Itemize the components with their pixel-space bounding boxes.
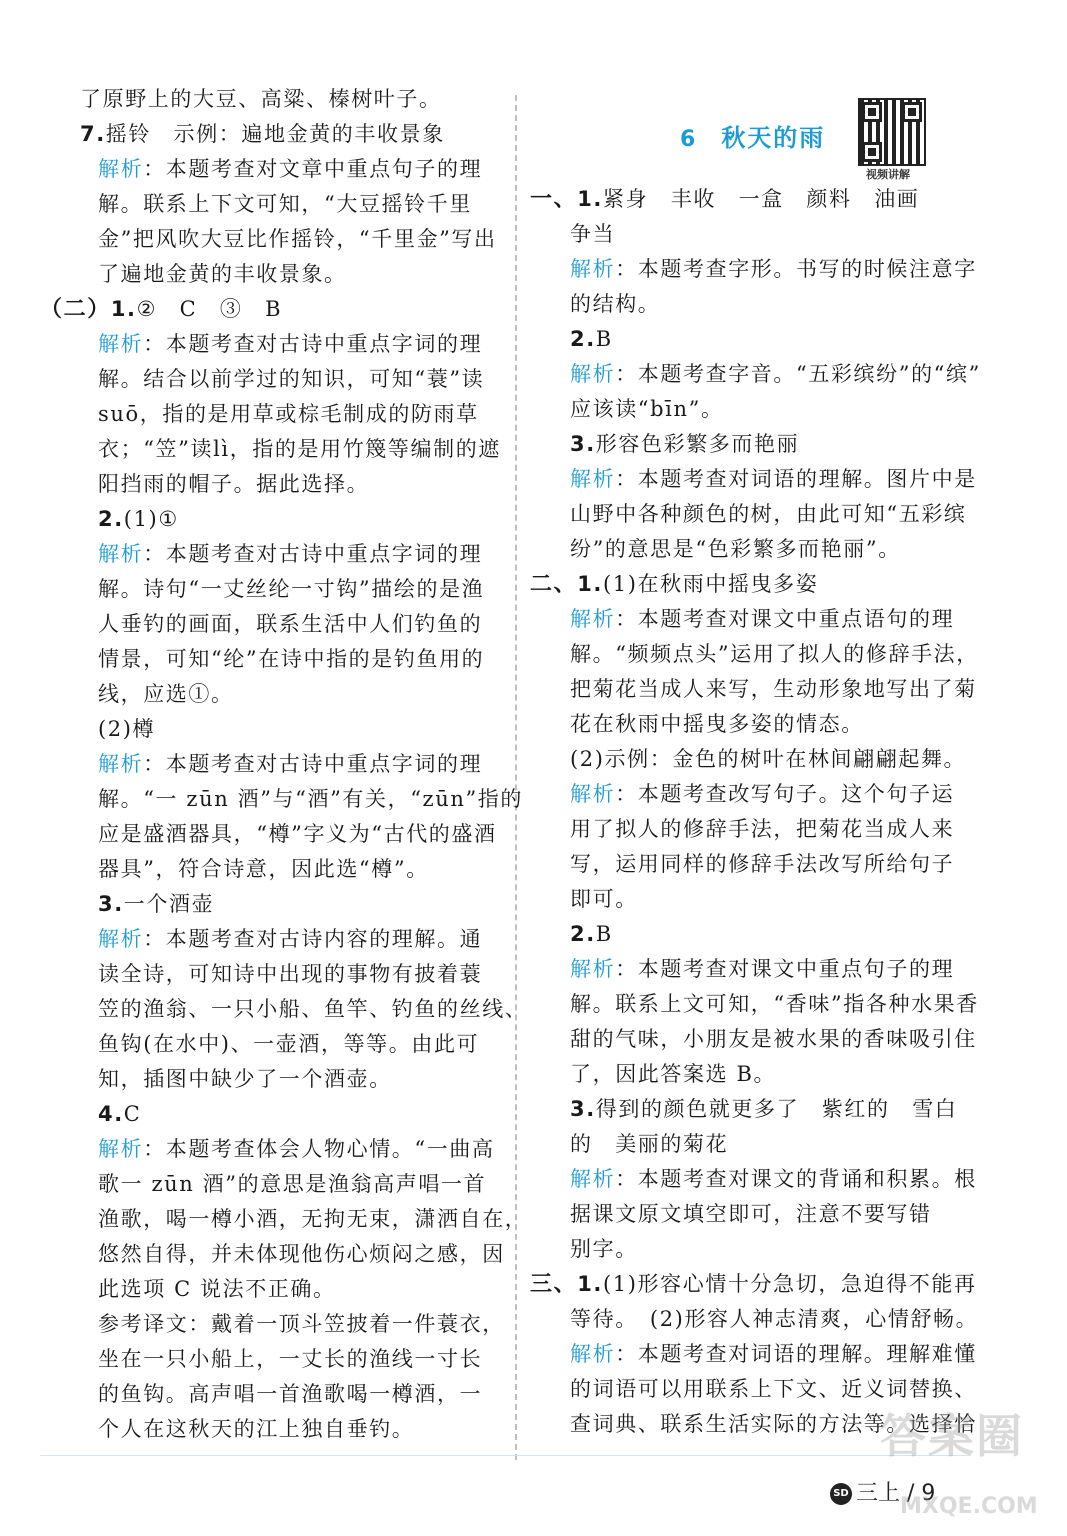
line-text: (1)在秋雨中摇曳多姿 (603, 572, 819, 596)
analysis-label: 解析 (570, 257, 616, 281)
text-line (530, 462, 980, 497)
line-text: ：本题考查对古诗中重点字词的理 (143, 332, 483, 356)
question-number: 1. (577, 187, 603, 211)
text-line (530, 847, 980, 882)
line-text: B (595, 327, 613, 351)
text-line (40, 747, 495, 782)
line-text: B (595, 922, 613, 946)
page-number: 三上 / 9 (856, 1481, 936, 1506)
text-line (40, 222, 495, 257)
line-text: 甜的气味，小朋友是被水果的香味吸引住 (570, 1027, 977, 1051)
text-line (40, 257, 495, 292)
analysis-label: 解析 (570, 362, 616, 386)
section-marker: 三、 (530, 1272, 578, 1297)
text-line (530, 217, 980, 252)
question-number: 2. (570, 922, 596, 946)
line-text: 摇铃 示例：遍地金黄的丰收景象 (105, 122, 445, 146)
text-line (40, 1237, 505, 1272)
line-text: 形容色彩繁多而艳丽 (595, 432, 800, 456)
line-text: ：本题考查体会人物心情。“一曲高 (143, 1137, 495, 1161)
text-line (530, 812, 980, 847)
lesson-title: 秋天的雨 (721, 124, 826, 152)
line-text: ：本题考查对古诗中重点字词的理 (143, 542, 483, 566)
text-line (530, 392, 980, 427)
section-marker: 一、 (530, 187, 578, 212)
text-line (40, 187, 495, 222)
text-line (530, 532, 980, 567)
watermark-url: MXQE.COM (900, 1494, 1038, 1519)
text-line (530, 1022, 980, 1057)
question-number: 7. (80, 122, 106, 146)
text-line (40, 117, 495, 152)
analysis-label: 解析 (98, 752, 144, 776)
text-line (40, 712, 495, 747)
text-line (40, 502, 495, 537)
line-text: 读全诗，可知诗中出现的事物有披着蓑 (98, 962, 483, 986)
watermark-logo (880, 1400, 1050, 1530)
line-text: 鱼钩(在水中)、一壶酒，等等。由此可 (98, 1032, 480, 1056)
line-text: 阳挡雨的帽子。据此选择。 (98, 472, 370, 496)
question-number: 1. (577, 1272, 603, 1296)
line-text: 用了拟人的修辞手法，把菊花当成人来 (570, 817, 955, 841)
line-text: 争当 (570, 222, 616, 246)
line-text: 衣；“笠”读lì，指的是用竹篾等编制的遮 (98, 437, 501, 461)
text-line (40, 1167, 495, 1202)
qr-code-icon[interactable] (858, 98, 926, 166)
line-text: 写，运用同样的修辞手法改写所给句子 (570, 852, 955, 876)
analysis-label: 解析 (570, 607, 616, 631)
text-line (40, 957, 495, 992)
text-line (530, 322, 980, 357)
text-line (40, 1307, 505, 1342)
line-text: 据课文原文填空即可，注意不要写错 (570, 1202, 932, 1226)
line-text: ：本题考查对词语的理解。理解难懂 (615, 1342, 977, 1366)
line-text: (2)示例：金色的树叶在林间翩翩起舞。 (570, 747, 967, 771)
text-line (40, 572, 495, 607)
text-line (40, 432, 501, 467)
text-line (530, 742, 980, 777)
analysis-label: 解析 (98, 332, 144, 356)
analysis-label: 解析 (98, 157, 144, 181)
line-text: C (123, 1102, 142, 1126)
line-text: 等待。 (2)形容人神志清爽，心情舒畅。 (570, 1307, 979, 1331)
line-text: 紧身 丰收 一盒 颜料 油画 (603, 187, 920, 211)
text-line (40, 677, 495, 712)
text-line (530, 497, 980, 532)
text-line (40, 1272, 495, 1307)
left-column (40, 82, 528, 1447)
line-text: 的 美丽的菊花 (570, 1132, 729, 1156)
text-line (530, 707, 980, 742)
text-line (530, 1232, 980, 1267)
text-line (40, 537, 495, 572)
line-text: ：本题考查对课文中重点句子的理 (615, 957, 955, 981)
text-line (40, 1027, 495, 1062)
line-text: 知，插图中缺少了一个酒壶。 (98, 1067, 392, 1091)
text-line (530, 777, 980, 812)
line-text: 悠然自得，并未体现他伤心烦闷之感，因 (98, 1242, 505, 1266)
line-text: 花在秋雨中摇曳多姿的情态。 (570, 712, 864, 736)
text-line (40, 1132, 495, 1167)
question-number: 4. (98, 1102, 124, 1126)
text-line (40, 152, 495, 187)
line-text: ：本题考查改写句子。这个句子运 (615, 782, 955, 806)
line-text: 个人在这秋天的江上独自垂钓。 (98, 1417, 415, 1441)
text-line (40, 782, 523, 817)
section-marker: 二、 (530, 572, 578, 597)
analysis-label: 解析 (570, 782, 616, 806)
line-text: 解。结合以前学过的知识，可知“蓑”读 (98, 367, 485, 391)
line-text: ② C ③ B (136, 297, 283, 321)
text-line (530, 1302, 980, 1337)
text-line (40, 1377, 495, 1412)
publisher-badge: SD (830, 1483, 852, 1505)
line-text: 器具”，符合诗意，因此选“樽”。 (98, 857, 429, 881)
text-line (530, 182, 980, 217)
line-text: 情景，可知“纶”在诗中指的是钓鱼用的 (98, 647, 485, 671)
line-text: 解。联系上文可知，“香味”指各种水果香 (570, 992, 979, 1016)
text-line (40, 292, 495, 327)
text-line (40, 327, 495, 362)
line-text: ：本题考查对古诗内容的理解。通 (143, 927, 483, 951)
text-line (40, 397, 495, 432)
line-text: 把菊花当成人来写，生动形象地写出了菊 (570, 677, 977, 701)
right-column (530, 182, 980, 1442)
line-text: 了原野上的大豆、高粱、榛树叶子。 (80, 87, 442, 111)
line-text: 应该读“bīn”。 (570, 397, 724, 421)
text-line (530, 987, 980, 1022)
line-text: 解。“频频点头”运用了拟人的修辞手法， (570, 642, 979, 666)
line-text: ：本题考查字形。书写的时候注意字 (615, 257, 977, 281)
text-line (40, 607, 495, 642)
text-line (530, 1057, 980, 1092)
text-line (40, 922, 495, 957)
line-text: 的结构。 (570, 292, 661, 316)
text-line (40, 82, 495, 117)
line-text: 得到的颜色就更多了 紫红的 雪白 (595, 1097, 958, 1121)
line-text: 山野中各种颜色的树，由此可知“五彩缤 (570, 502, 967, 526)
line-text: suō，指的是用草或棕毛制成的防雨草 (98, 402, 479, 426)
text-line (40, 992, 528, 1027)
text-line (40, 817, 495, 852)
text-line (40, 1062, 495, 1097)
text-line (40, 887, 495, 922)
text-line (530, 1267, 980, 1302)
line-text: 的鱼钩。高声唱一首渔歌喝一樽酒，一 (98, 1382, 483, 1406)
text-line (40, 852, 495, 887)
analysis-label: 解析 (98, 542, 144, 566)
column-divider (515, 95, 517, 1460)
text-line (530, 1162, 980, 1197)
line-text: 即可。 (570, 887, 638, 911)
line-text: 笠的渔翁、一只小船、鱼竿、钓鱼的丝线、 (98, 997, 528, 1021)
watermark-text: 答案圈 (880, 1409, 1024, 1463)
line-text: 人垂钓的画面，联系生活中人们钓鱼的 (98, 612, 483, 636)
line-text: ：本题考查对文章中重点句子的理 (143, 157, 483, 181)
text-line (530, 882, 980, 917)
text-line (530, 917, 980, 952)
text-line (530, 602, 980, 637)
line-text: ：本题考查对词语的理解。图片中是 (615, 467, 977, 491)
lesson-header (680, 118, 825, 153)
question-number: 1. (577, 572, 603, 596)
line-text: (1)形容心情十分急切，急迫得不能再 (603, 1272, 977, 1296)
qr-caption: 视频讲解 (866, 168, 910, 181)
text-line (530, 287, 980, 322)
question-number: 3. (98, 892, 124, 916)
line-text: 了，因此答案选 B。 (570, 1062, 777, 1086)
text-line (530, 637, 980, 672)
question-number: 2. (98, 507, 124, 531)
text-line (40, 362, 495, 397)
line-text: 解。联系上下文可知，“大豆摇铃千里 (98, 192, 472, 216)
line-text: 的词语可以用联系上下文、近义词替换、 (570, 1377, 977, 1401)
text-line (530, 672, 980, 707)
line-text: 渔歌，喝一樽小酒，无拘无束，潇洒自在， (98, 1207, 528, 1231)
line-text: 歌一 zūn 酒”的意思是渔翁高声唱一首 (98, 1172, 487, 1196)
line-text: 坐在一只小船上，一丈长的渔线一寸长 (98, 1347, 483, 1371)
line-text: 金”把风吹大豆比作摇铃，“千里金”写出 (98, 227, 497, 251)
text-line (530, 252, 980, 287)
analysis-label: 解析 (570, 1342, 616, 1366)
text-line (40, 1202, 528, 1237)
question-number: 2. (570, 327, 596, 351)
footer-divider (40, 1455, 970, 1456)
analysis-label: 解析 (570, 467, 616, 491)
text-line (530, 1197, 980, 1232)
text-line (40, 1097, 495, 1132)
text-line (40, 1342, 495, 1377)
question-number: 1. (110, 297, 137, 321)
text-line (530, 952, 980, 987)
text-line (530, 567, 980, 602)
line-text: 了遍地金黄的丰收景象。 (98, 262, 347, 286)
text-line (40, 467, 495, 502)
analysis-label: 解析 (570, 1167, 616, 1191)
analysis-label: 解析 (98, 1137, 144, 1161)
line-text: 应是盛酒器具，“樽”字义为“古代的盛酒 (98, 822, 497, 846)
analysis-label: 解析 (98, 927, 144, 951)
line-text: 此选项 C 说法不正确。 (98, 1277, 336, 1301)
line-text: 解。“一 zūn 酒”与“酒”有关，“zūn”指的 (98, 787, 523, 811)
line-text: 解。诗句“一丈丝纶一寸钩”描绘的是渔 (98, 577, 485, 601)
text-line (40, 642, 495, 677)
text-line (40, 1412, 495, 1447)
line-text: 纷”的意思是“色彩繁多而艳丽”。 (570, 537, 901, 561)
line-text: (2)樽 (98, 717, 156, 741)
question-number: 3. (570, 432, 596, 456)
line-text: ：本题考查字音。“五彩缤纷”的“缤” (615, 362, 981, 386)
line-text: 参考译文：戴着一顶斗笠披着一件蓑衣， (98, 1312, 505, 1336)
text-line (530, 1092, 980, 1127)
section-marker: （二） (40, 297, 111, 322)
line-text: ：本题考查对课文中重点语句的理 (615, 607, 955, 631)
question-number: 3. (570, 1097, 596, 1121)
line-text: 一个酒壶 (123, 892, 215, 916)
line-text: 别字。 (570, 1237, 638, 1261)
analysis-label: 解析 (570, 957, 616, 981)
text-line (530, 1337, 980, 1372)
line-text: (1)① (123, 507, 179, 531)
line-text: ：本题考查对课文的背诵和积累。根 (615, 1167, 977, 1191)
text-line (530, 1127, 980, 1162)
text-line (530, 357, 980, 392)
line-text: 线，应选①。 (98, 682, 234, 706)
lesson-number: 6 (680, 127, 696, 152)
line-text: ：本题考查对古诗中重点字词的理 (143, 752, 483, 776)
text-line (530, 427, 980, 462)
line-text: 查词典、联系生活实际的方法等。选择恰 (570, 1412, 977, 1436)
